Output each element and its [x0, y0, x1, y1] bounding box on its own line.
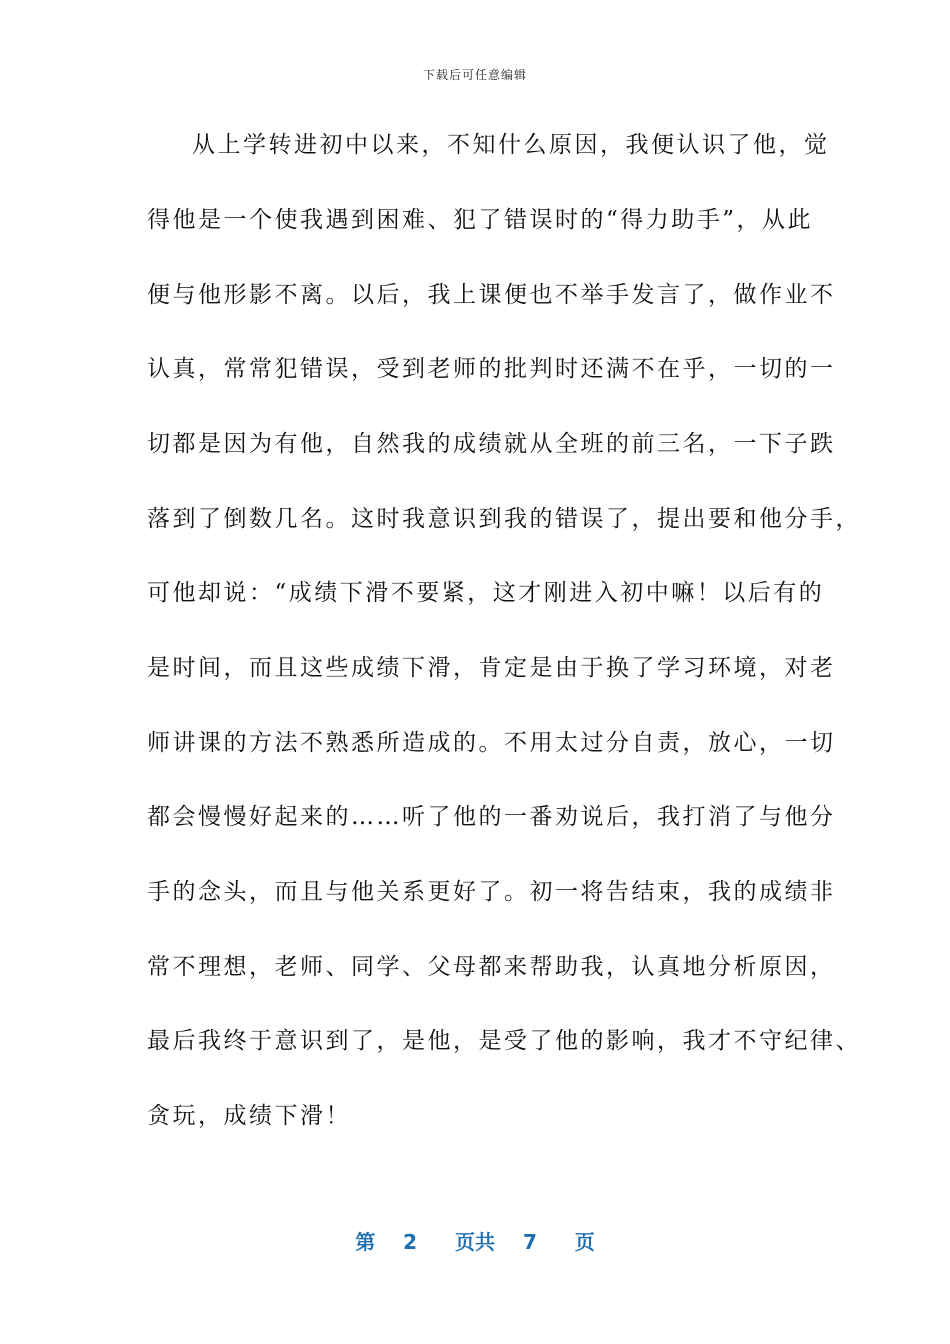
paragraph-line: 落到了倒数几名。这时我意识到我的错误了，提出要和他分手， — [147, 506, 861, 532]
paragraph-line: 是时间，而且这些成绩下滑，肯定是由于换了学习环境，对老 — [147, 655, 836, 681]
current-page-number: 2 — [403, 1230, 418, 1254]
page-footer — [0, 1226, 950, 1255]
page-header: 下载后可任意编辑 — [422, 68, 527, 82]
paragraph-line: 都会慢慢好起来的……听了他的一番劝说后，我打消了与他分 — [147, 804, 836, 830]
paragraph-line: 最后我终于意识到了，是他，是受了他的影响，我才不守纪律、 — [147, 1028, 861, 1054]
footer-suffix: 页 — [574, 1230, 595, 1254]
paragraph-line: 可他却说：“成绩下滑不要紧，这才刚进入初中嘛！以后有的 — [147, 580, 825, 606]
paragraph-line: 认真，常常犯错误，受到老师的批判时还满不在乎，一切的一 — [147, 356, 836, 382]
total-pages-number: 7 — [522, 1230, 537, 1254]
footer-middle: 页共 — [455, 1230, 495, 1254]
paragraph-line: 贪玩，成绩下滑！ — [147, 1103, 351, 1129]
paragraph-line: 切都是因为有他，自然我的成绩就从全班的前三名，一下子跌 — [147, 431, 836, 457]
footer-prefix: 第 — [355, 1230, 376, 1254]
paragraph-line: 手的念头，而且与他关系更好了。初一将告结束，我的成绩非 — [147, 879, 836, 905]
paragraph-line: 便与他形影不离。以后，我上课便也不举手发言了，做作业不 — [147, 282, 836, 308]
paragraph-line: 师讲课的方法不熟悉所造成的。不用太过分自责，放心，一切 — [147, 730, 836, 756]
paragraph-line: 从上学转进初中以来，不知什么原因，我便认识了他，觉 — [192, 132, 830, 158]
paragraph-line: 常不理想，老师、同学、父母都来帮助我，认真地分析原因， — [147, 954, 836, 980]
paragraph-line: 得他是一个使我遇到困难、犯了错误时的“得力助手”，从此 — [147, 207, 814, 233]
